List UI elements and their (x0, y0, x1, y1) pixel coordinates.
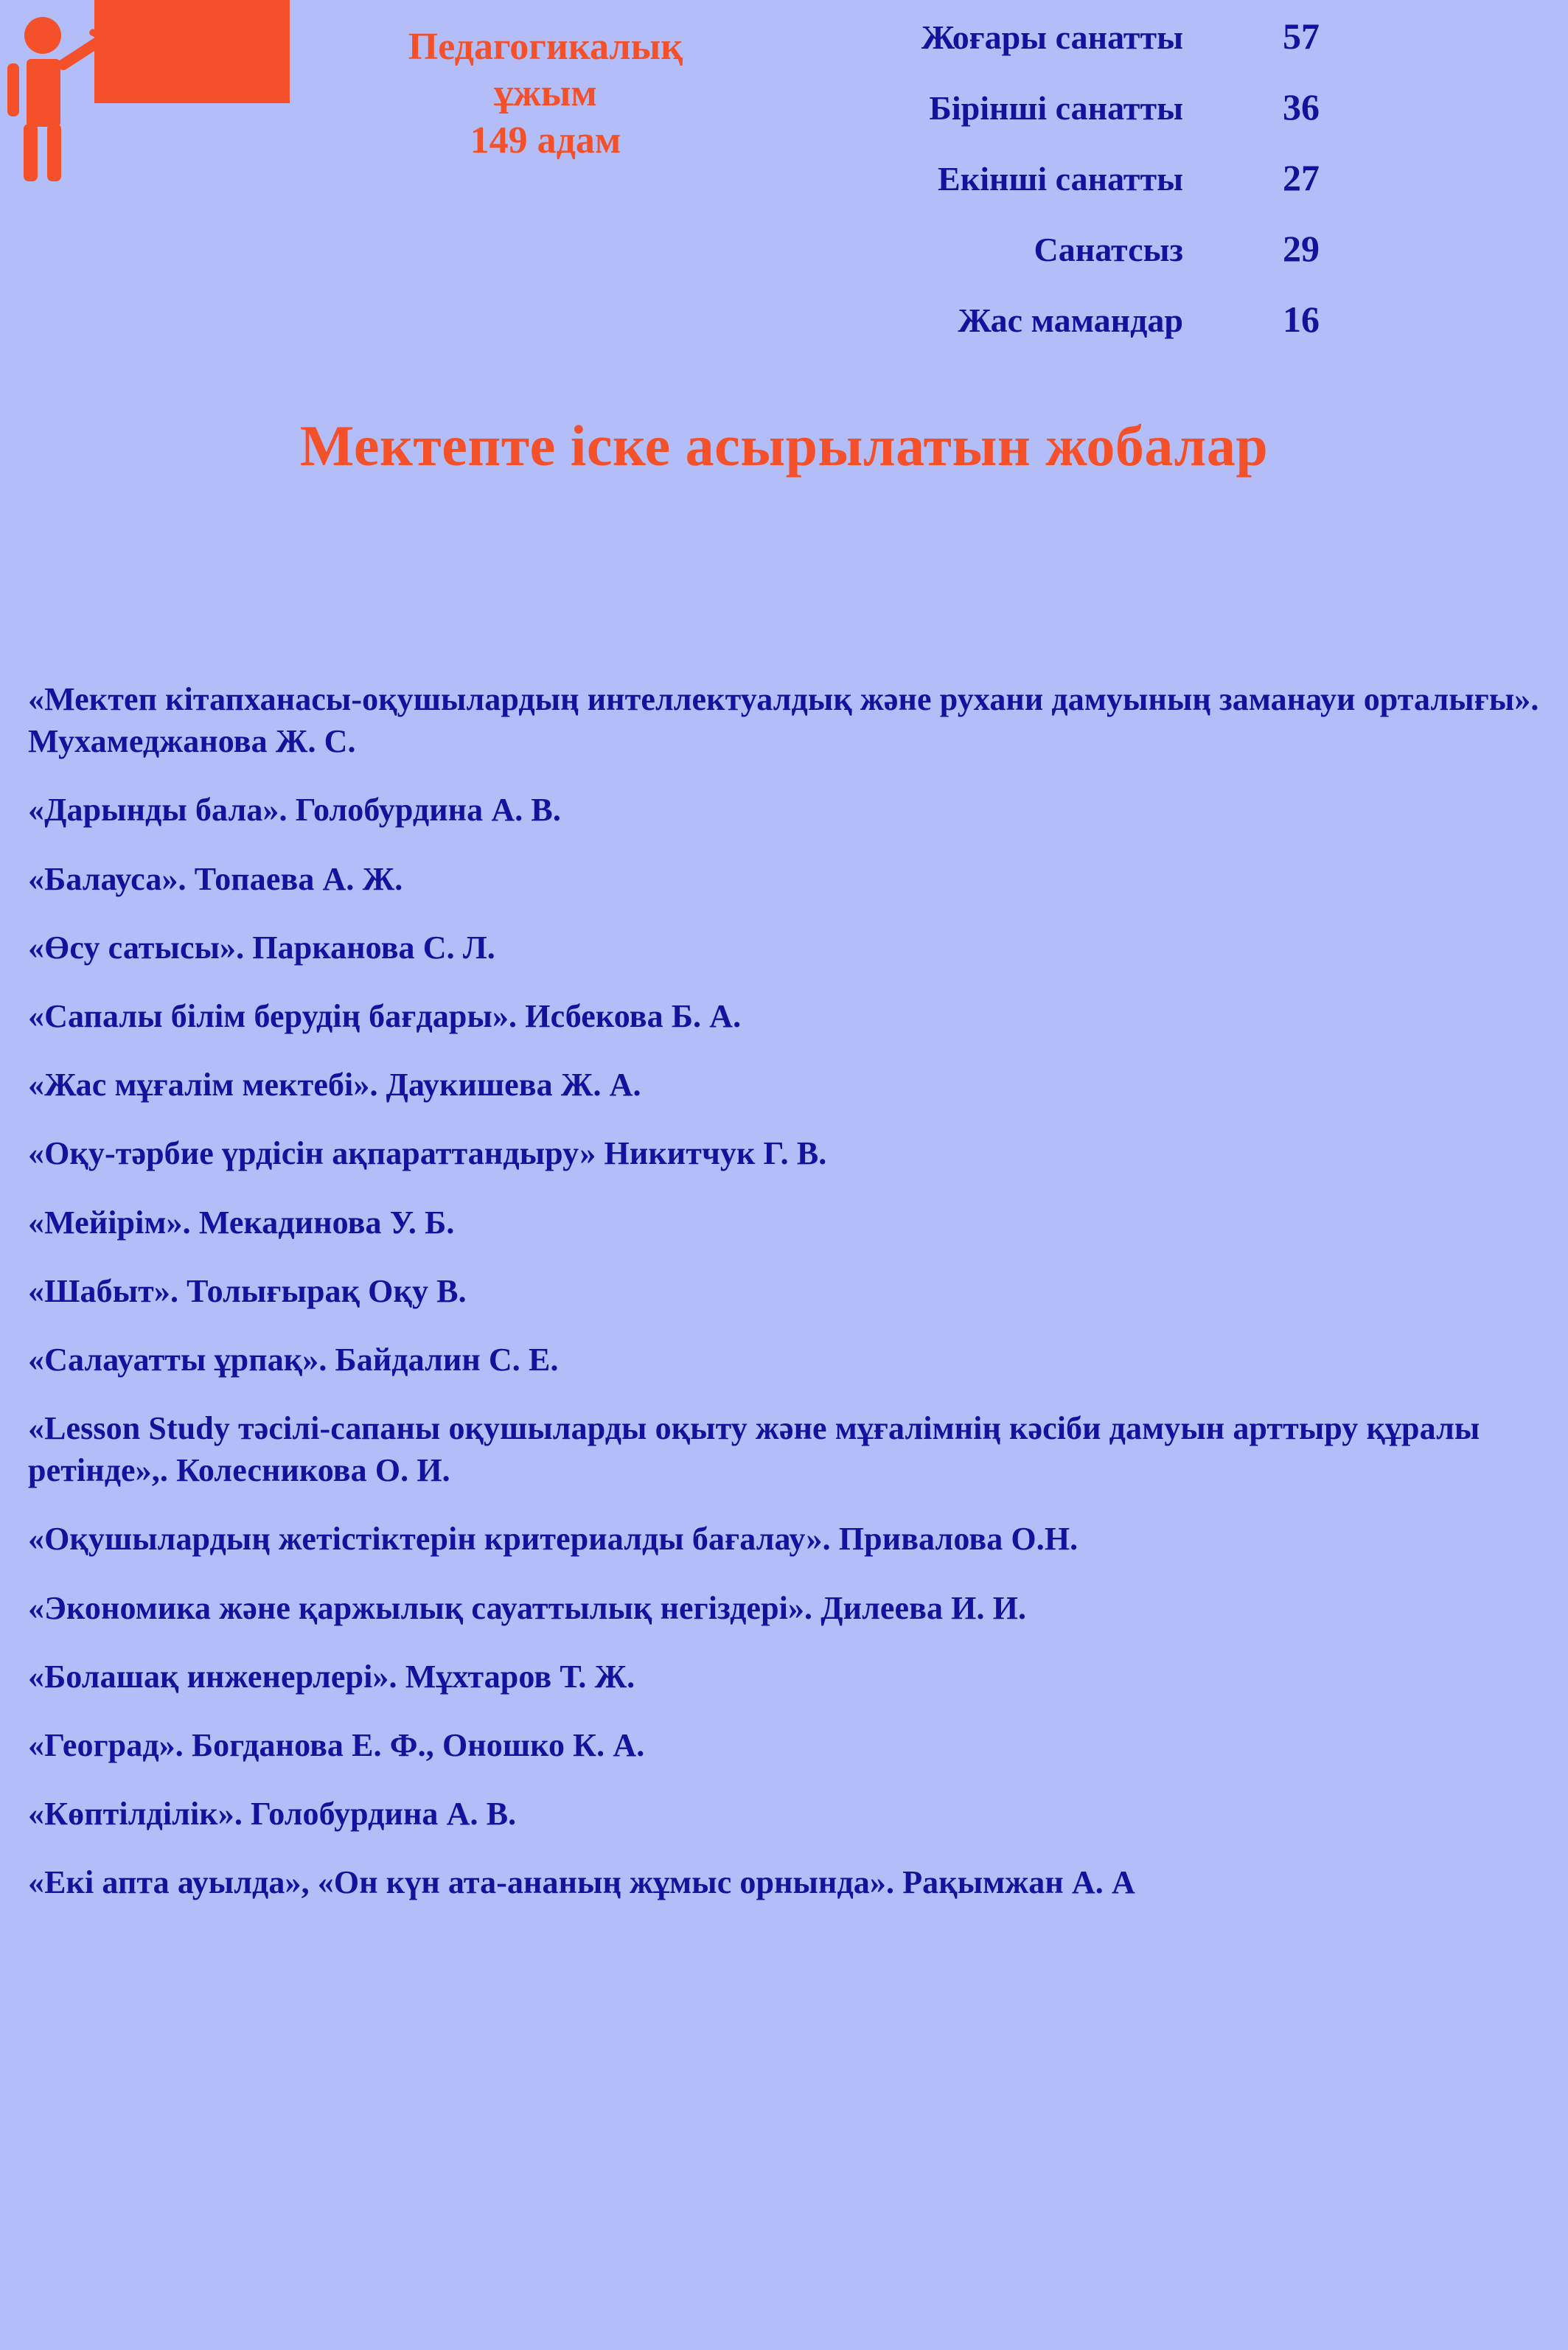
teacher-at-blackboard-icon (0, 0, 295, 195)
list-item: «Дарынды бала». Голобурдина А. В. (28, 792, 561, 829)
list-item: «Салауатты ұрпақ». Байдалин С. Е. (28, 1341, 559, 1378)
list-item: «Мектеп кітапханасы-оқушылардың интеллектуалдық және рухани дамуының заманауи орталығы». Мухамеджанова Ж. С. (28, 681, 1539, 760)
list-item: «Жас мұғалім мектебі». Даукишева Ж. А. (28, 1067, 641, 1103)
stat-value: 16 (1283, 299, 1320, 340)
stat-value: 57 (1283, 15, 1320, 57)
list-item: «Көптілділік». Голобурдина А. В. (28, 1796, 517, 1833)
list-item: «Екі апта ауылда», «Он күн ата-ананың жұмыс орнында». Рақымжан А. А (28, 1864, 1135, 1901)
stat-label: Санатсыз (1034, 231, 1183, 268)
table-row (792, 298, 1552, 369)
table-row (792, 15, 1552, 86)
table-row (792, 86, 1552, 156)
category-stats-table (792, 15, 1552, 369)
stat-value: 29 (1283, 228, 1320, 269)
projects-list (28, 678, 1547, 1931)
stat-label: Бірінші санатты (929, 89, 1183, 127)
table-row (792, 156, 1552, 227)
list-item: «Болашақ инженерлері». Мұхтаров Т. Ж. (28, 1658, 635, 1695)
list-item: «Өсу сатысы». Парканова С. Л. (28, 929, 495, 966)
list-item: «Сапалы білім берудің бағдары». Исбекова Б. А. (28, 997, 742, 1034)
pedagog-title-line-1: Педагогикалық (408, 26, 683, 68)
stat-value: 27 (1283, 157, 1320, 198)
teacher-figure-icon (4, 16, 144, 182)
list-item: «Балауса». Топаева А. Ж. (28, 860, 403, 897)
table-row (792, 227, 1552, 298)
list-item: «Оқушылардың жетістіктерін критериалды бағалау». Привалова О.Н. (28, 1521, 1079, 1558)
list-item: «Мейірім». Мекадинова У. Б. (28, 1204, 455, 1241)
list-item: «Экономика және қаржылық сауаттылық негіздері». Дилеева И. И. (28, 1589, 1027, 1626)
list-item: «Геоград». Богданова Е. Ф., Оношко К. А. (28, 1727, 645, 1763)
pedagog-title-line-3: 149 адам (470, 119, 621, 161)
stat-value: 36 (1283, 86, 1320, 128)
stat-label: Екінші санатты (938, 160, 1183, 198)
page-title: Мектепте іске асырылатын жобалар (299, 414, 1269, 478)
stat-label: Жоғары санатты (921, 18, 1183, 56)
slide-header (0, 0, 1568, 478)
list-item: «Lesson Study тәсілі-сапаны оқушыларды оқыту және мұғалімнің кәсіби дамуын арттыру құралы ретінде»,. Колесникова О. И. (28, 1410, 1480, 1489)
stat-label: Жас мамандар (958, 301, 1183, 339)
list-item: «Оқу-тәрбие үрдісін ақпараттандыру» Никитчук Г. В. (28, 1135, 827, 1172)
pedagog-title-line-2: ұжым (494, 72, 597, 115)
list-item: «Шабыт». Толығырақ Оқу В. (28, 1272, 467, 1309)
pedagogical-staff-title (310, 24, 781, 164)
